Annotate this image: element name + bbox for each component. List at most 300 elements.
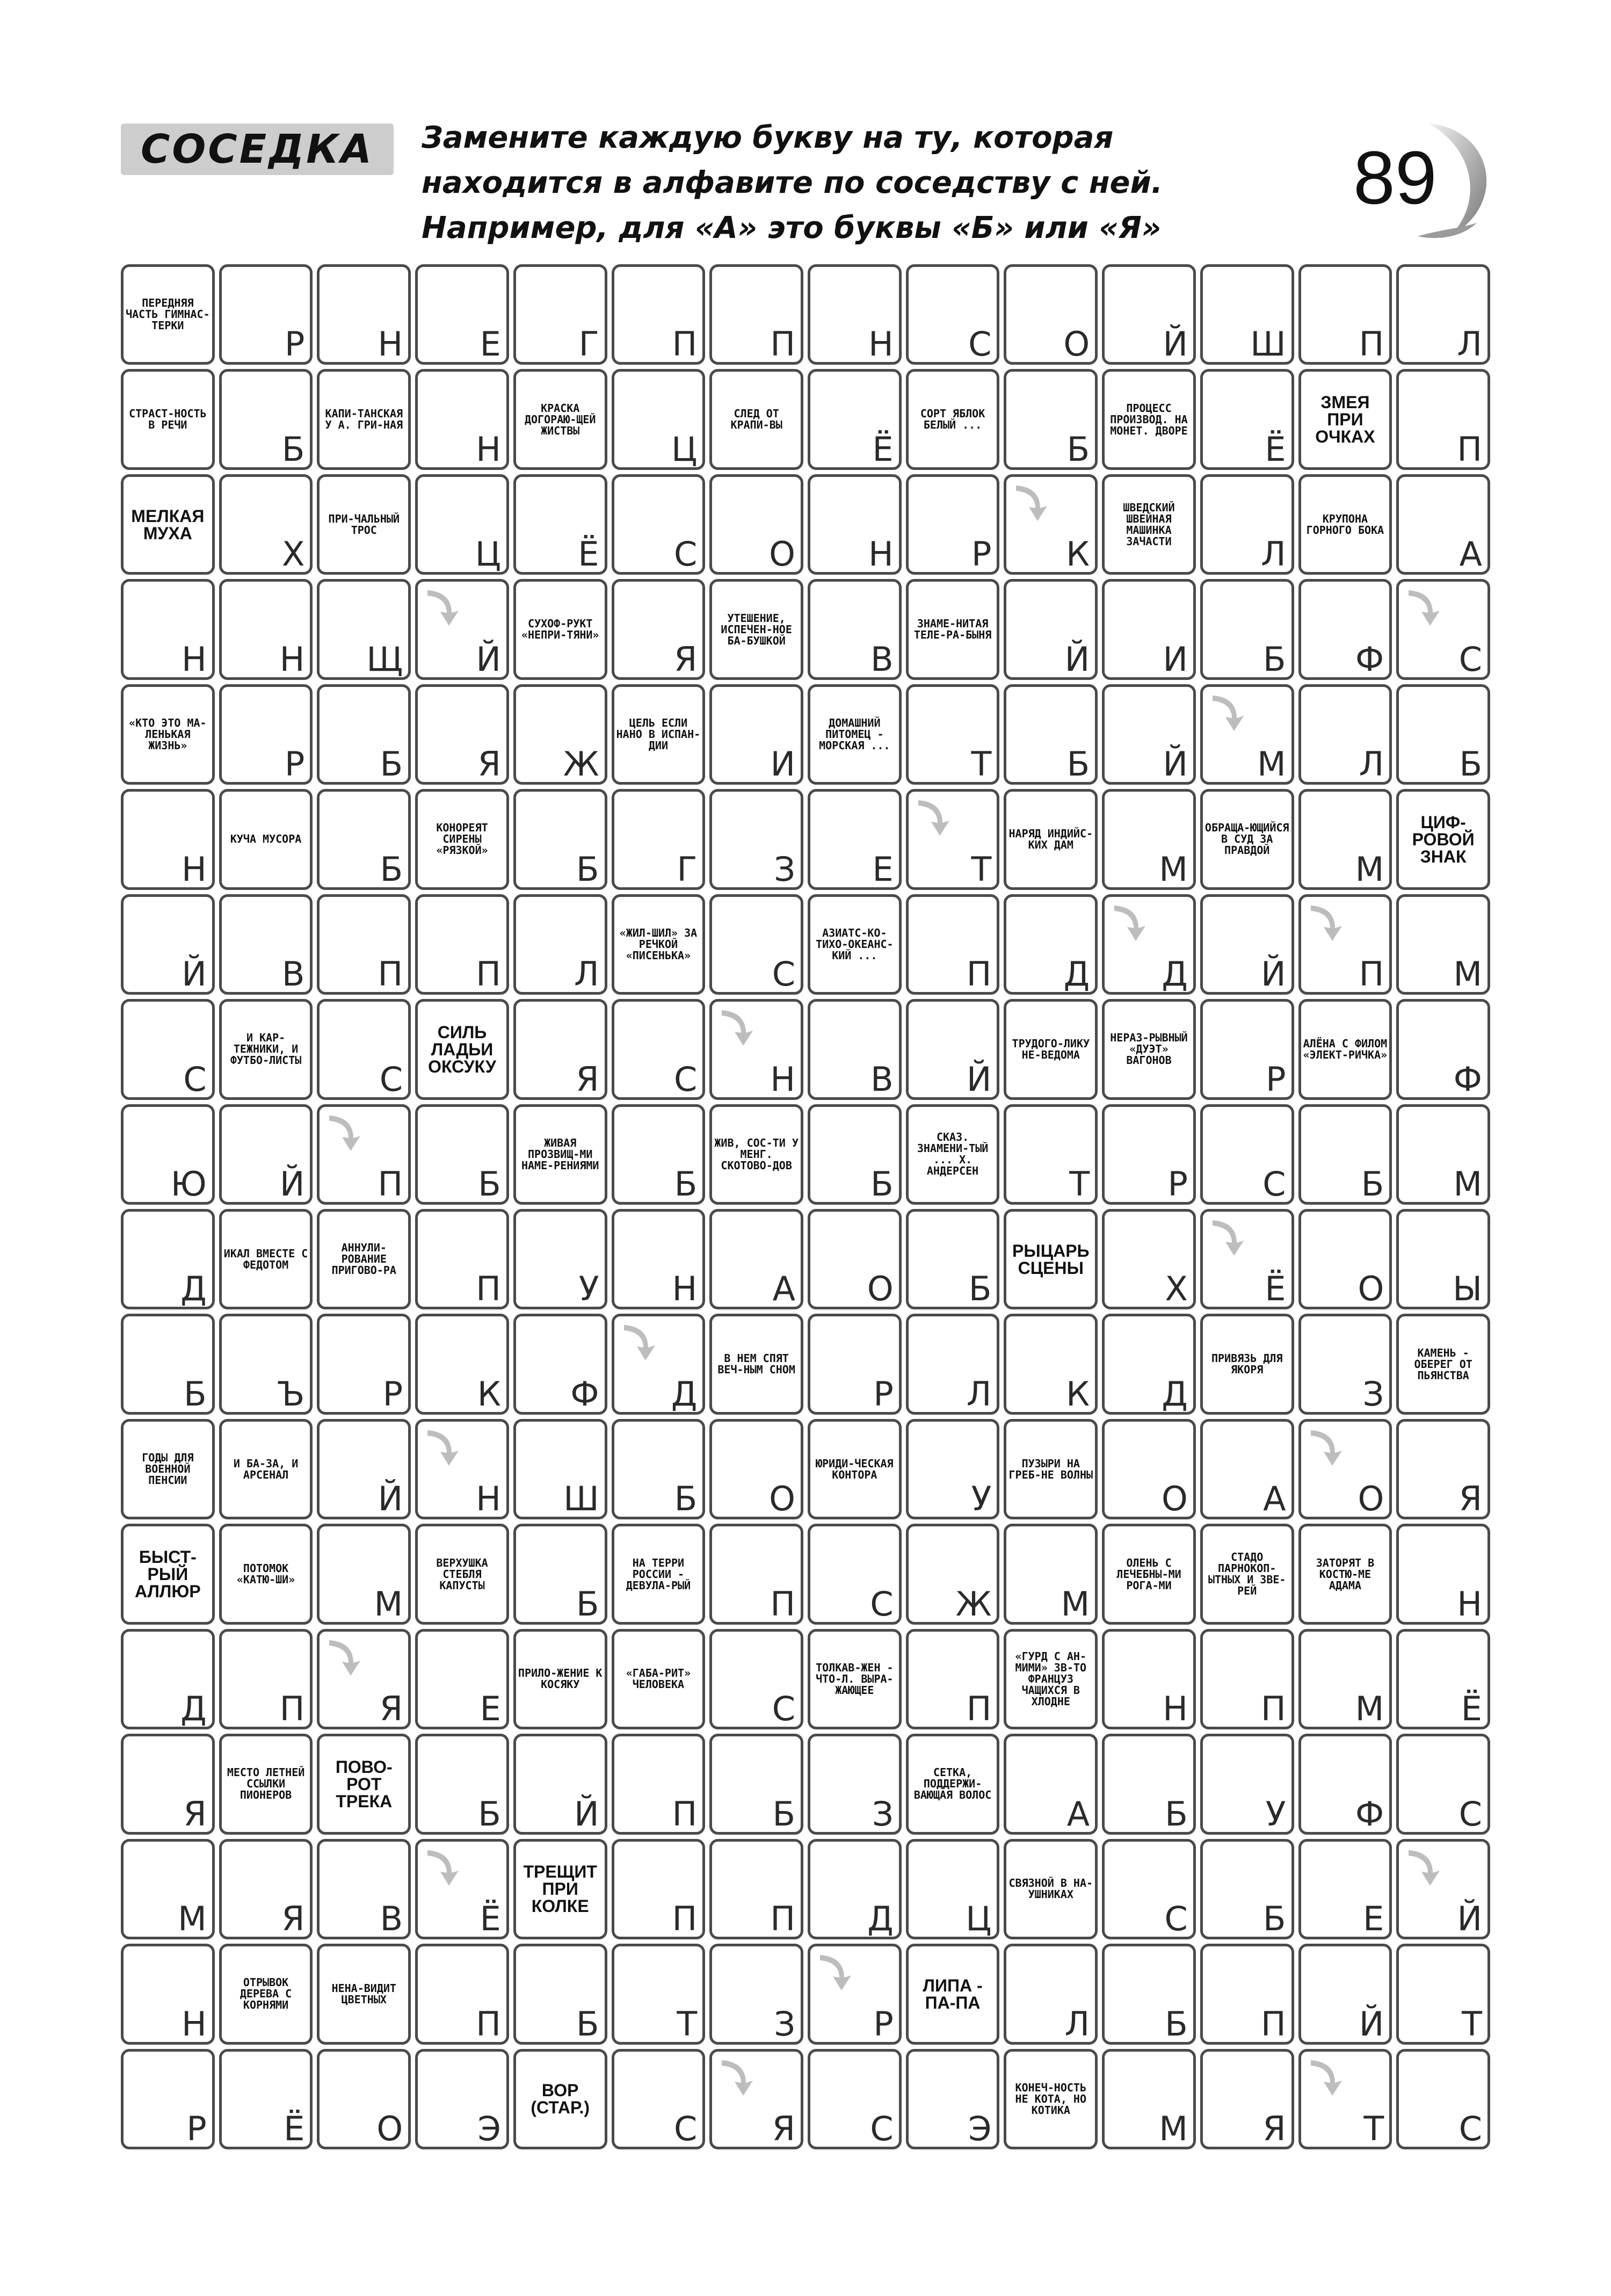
cell-letter: Я <box>674 639 698 679</box>
cell-letter: М <box>1159 2109 1188 2148</box>
clue-text: ГОДЫ ДЛЯ ВОЕННОЙ ПЕНСИИ <box>142 1451 194 1487</box>
clue-text: СВЯЗНОЙ В НА-УШНИКАХ <box>1008 1877 1093 1901</box>
letter-cell <box>612 999 706 1099</box>
clue-text: КАПИ-ТАНСКАЯ У А. ГРИ-НАЯ <box>325 407 403 432</box>
letter-cell <box>1102 1209 1196 1309</box>
cell-letter: Ё <box>872 429 894 469</box>
cell-letter: О <box>376 2109 403 2148</box>
curved-arrow-icon <box>1207 691 1250 734</box>
clue-text: СЛЕД ОТ КРАПИ-ВЫ <box>730 407 782 432</box>
letter-cell <box>808 1944 902 2044</box>
letter-cell <box>317 579 411 679</box>
letter-cell <box>612 1104 706 1205</box>
cell-letter: У <box>1265 1794 1286 1834</box>
cell-letter: Д <box>1063 954 1090 994</box>
letter-cell <box>1298 1209 1392 1309</box>
letter-cell <box>1102 894 1196 995</box>
letter-cell <box>709 1839 803 1939</box>
cell-letter: Н <box>868 534 894 574</box>
cell-letter: Е <box>480 1689 501 1729</box>
clue-text: ЖИВ, СОС-ТИ У МЕНГ. СКОТОВО-ДОВ <box>714 1136 799 1172</box>
letter-cell <box>906 1839 1000 1939</box>
letter-cell <box>1102 2049 1196 2149</box>
letter-cell <box>121 1944 215 2044</box>
clue-cell <box>1102 369 1196 469</box>
cell-letter: Д <box>180 1269 207 1309</box>
cell-letter: К <box>1066 534 1090 574</box>
clue-cell <box>1200 1524 1294 1624</box>
letter-cell <box>1004 1524 1098 1624</box>
cell-letter: М <box>1453 1164 1482 1204</box>
letter-cell <box>709 1944 803 2044</box>
cell-letter: М <box>1453 954 1482 994</box>
cell-letter: Е <box>1363 1899 1384 1939</box>
letter-cell <box>219 1104 313 1205</box>
cell-letter: Г <box>677 849 698 889</box>
cell-letter: Б <box>968 1269 992 1309</box>
cell-letter: Б <box>478 1794 501 1834</box>
cell-letter: С <box>772 1689 795 1729</box>
letter-cell <box>1396 2049 1490 2149</box>
cell-letter: Э <box>968 2109 992 2148</box>
letter-cell <box>1004 474 1098 575</box>
cell-letter: Е <box>480 324 501 364</box>
cell-letter: С <box>870 2109 894 2148</box>
clue-cell <box>513 1104 607 1205</box>
cell-letter: Ц <box>671 429 698 469</box>
cell-letter: Й <box>1261 954 1286 994</box>
clue-text: ПРИВЯЗЬ ДЛЯ ЯКОРЯ <box>1211 1352 1283 1377</box>
cell-letter: П <box>279 1689 305 1729</box>
letter-cell <box>317 1839 411 1939</box>
letter-cell <box>219 1629 313 1729</box>
letter-cell <box>612 369 706 469</box>
letter-cell <box>906 789 1000 889</box>
cell-letter: Ё <box>1265 429 1286 469</box>
clue-cell <box>1298 999 1392 1099</box>
cell-letter: А <box>1263 1479 1286 1519</box>
letter-cell <box>1102 1314 1196 1414</box>
letter-cell <box>1396 1209 1490 1309</box>
cell-letter: А <box>772 1269 795 1309</box>
letter-cell <box>415 1104 509 1205</box>
cell-letter: Н <box>476 1479 501 1519</box>
letter-cell <box>1200 1209 1294 1309</box>
cell-letter: Н <box>868 324 894 364</box>
cell-letter: Й <box>378 1479 403 1519</box>
letter-cell <box>1200 264 1294 365</box>
letter-cell <box>1004 1104 1098 1205</box>
letter-cell <box>1200 1419 1294 1519</box>
curved-arrow-icon <box>324 1636 367 1679</box>
clue-cell <box>709 369 803 469</box>
letter-cell <box>1200 579 1294 679</box>
scanword-grid <box>121 264 1490 2149</box>
clue-text: ТРЕЩИТ ПРИ КОЛКЕ <box>523 1862 597 1916</box>
cell-letter: Т <box>1462 2004 1482 2044</box>
cell-letter: Я <box>1458 1479 1482 1519</box>
letter-cell <box>612 1209 706 1309</box>
letter-cell <box>1102 1419 1196 1519</box>
curved-arrow-icon <box>716 1006 759 1049</box>
cell-letter: Я <box>380 1689 403 1729</box>
clue-text: ЮРИДИ-ЧЕСКАЯ КОНТОРА <box>816 1457 894 1481</box>
letter-cell <box>1200 2049 1294 2149</box>
curved-arrow-icon <box>815 1951 858 1994</box>
letter-cell <box>219 894 313 995</box>
clue-cell <box>219 1734 313 1834</box>
cell-letter: И <box>770 744 795 784</box>
cell-letter: Т <box>971 744 992 784</box>
clue-cell <box>1004 1629 1098 1729</box>
letter-cell <box>808 2049 902 2149</box>
clue-text: ЦЕЛЬ ЕСЛИ НАНО В ИСПАН-ДИИ <box>616 716 701 752</box>
letter-cell <box>612 579 706 679</box>
clue-text: ЗМЕЯ ПРИ ОЧКАХ <box>1315 393 1375 447</box>
curved-arrow-icon <box>1207 1216 1250 1259</box>
letter-cell <box>1396 1524 1490 1624</box>
clue-cell <box>808 1419 902 1519</box>
cell-letter: Й <box>1163 744 1188 784</box>
cell-letter: С <box>673 534 698 574</box>
curved-arrow-icon <box>422 586 465 629</box>
cell-letter: С <box>1262 1164 1286 1204</box>
clue-text: БЫСТ-РЫЙ АЛЛЮР <box>134 1547 201 1602</box>
clue-cell <box>709 1104 803 1205</box>
cell-letter: Ж <box>955 1584 992 1624</box>
clue-text: ДОМАШНИЙ ПИТОМЕЦ - МОРСКАЯ ... <box>819 716 890 752</box>
cell-letter: Н <box>1163 1689 1188 1729</box>
clue-text: УТЕШЕНИЕ, ИСПЕЧЕН-НОЕ БА-БУШКОЙ <box>721 611 792 647</box>
letter-cell <box>1102 1944 1196 2044</box>
cell-letter: Б <box>281 429 305 469</box>
clue-cell <box>1396 789 1490 889</box>
clue-cell <box>1102 999 1196 1099</box>
curved-arrow-icon <box>1011 481 1054 524</box>
letter-cell <box>1396 1734 1490 1834</box>
letter-cell <box>612 474 706 575</box>
cell-letter: Р <box>285 744 305 784</box>
cell-letter: Ф <box>1355 1794 1384 1834</box>
curved-arrow-icon <box>324 1111 367 1154</box>
letter-cell <box>219 369 313 469</box>
cell-letter: М <box>1159 849 1188 889</box>
clue-cell <box>1004 1839 1098 1939</box>
cell-letter: В <box>380 1899 403 1939</box>
letter-cell <box>317 264 411 365</box>
letter-cell <box>808 1734 902 1834</box>
letter-cell <box>415 1209 509 1309</box>
clue-cell <box>219 1209 313 1309</box>
clue-cell <box>1004 1419 1098 1519</box>
cell-letter: К <box>1066 1374 1090 1414</box>
letter-cell <box>709 264 803 365</box>
clue-text: ЦИФ-РОВОЙ ЗНАК <box>1412 812 1475 866</box>
cell-letter: Ы <box>1453 1269 1482 1309</box>
clue-text: ОБРАЩА-ЮЩИЙСЯ В СУД ЗА ПРАВДОЙ <box>1204 821 1289 857</box>
cell-letter: Р <box>285 324 305 364</box>
letter-cell <box>1298 2049 1392 2149</box>
letter-cell <box>317 2049 411 2149</box>
letter-cell <box>808 579 902 679</box>
letter-cell <box>1004 264 1098 365</box>
instruction-line: Например, для «А» это буквы «Б» или «Я» <box>422 211 1162 245</box>
cell-letter: П <box>378 954 403 994</box>
letter-cell <box>121 999 215 1099</box>
letter-cell <box>415 579 509 679</box>
clue-text: ИКАЛ ВМЕСТЕ С ФЕДОТОМ <box>223 1247 308 1271</box>
cell-letter: Я <box>281 1899 305 1939</box>
clue-text: ОЛЕНЬ С ЛЕЧЕБНЫ-МИ РОГА-МИ <box>1116 1556 1181 1592</box>
cell-letter: Н <box>182 849 207 889</box>
cell-letter: Ж <box>563 744 599 784</box>
cell-letter: Н <box>182 2004 207 2044</box>
letter-cell <box>1396 474 1490 575</box>
clue-text: СОРТ ЯБЛОК БЕЛЫЙ ... <box>920 407 985 432</box>
letter-cell <box>219 1314 313 1414</box>
letter-cell <box>709 474 803 575</box>
cell-letter: В <box>870 639 894 679</box>
clue-text: ПОТОМОК «КАТЮ-ШИ» <box>236 1562 295 1587</box>
letter-cell <box>1298 1629 1392 1729</box>
letter-cell <box>513 1524 607 1624</box>
cell-letter: Б <box>1263 639 1286 679</box>
clue-cell <box>513 1839 607 1939</box>
cell-letter: С <box>183 1059 207 1099</box>
letter-cell <box>121 894 215 995</box>
clue-cell <box>906 1944 1000 2044</box>
letter-cell <box>1102 1104 1196 1205</box>
letter-cell <box>513 1734 607 1834</box>
cell-letter: Й <box>182 954 207 994</box>
letter-cell <box>415 1419 509 1519</box>
letter-cell <box>1298 579 1392 679</box>
cell-letter: Т <box>1069 1164 1090 1204</box>
letter-cell <box>219 579 313 679</box>
cell-letter: Г <box>578 324 599 364</box>
clue-text: СИЛЬ ЛАДЬИ ОКСУКУ <box>428 1022 496 1076</box>
clue-text: ЗНАМЕ-НИТАЯ ТЕЛЕ-РА-БЫНЯ <box>913 617 992 642</box>
cell-letter: П <box>770 1899 795 1939</box>
clue-cell <box>317 369 411 469</box>
clue-cell <box>709 579 803 679</box>
clue-text: КОНЕЧ-НОСТЬ НЕ КОТА, НО КОТИКА <box>1015 2081 1086 2117</box>
letter-cell <box>612 1734 706 1834</box>
cell-letter: Н <box>279 639 305 679</box>
cell-letter: О <box>1358 1269 1384 1309</box>
page-number: 89 <box>1353 135 1437 220</box>
cell-letter: Л <box>1260 534 1286 574</box>
clue-cell <box>1298 369 1392 469</box>
cell-letter: О <box>769 1479 795 1519</box>
cell-letter: Й <box>574 1794 599 1834</box>
cell-letter: З <box>872 1794 894 1834</box>
letter-cell <box>1004 369 1098 469</box>
cell-letter: Я <box>477 744 501 784</box>
cell-letter: Й <box>1163 324 1188 364</box>
cell-letter: Л <box>1359 744 1384 784</box>
letter-cell <box>317 1419 411 1519</box>
cell-letter: О <box>1162 1479 1188 1519</box>
letter-cell <box>1004 1944 1098 2044</box>
letter-cell <box>1200 684 1294 785</box>
clue-text: ПЕРЕДНЯЯ ЧАСТЬ ГИМНАС-ТЕРКИ <box>126 296 210 332</box>
cell-letter: Д <box>1162 1374 1188 1414</box>
cell-letter: Ю <box>170 1164 207 1204</box>
letter-cell <box>1396 369 1490 469</box>
clue-cell <box>121 474 215 575</box>
cell-letter: З <box>1362 1374 1384 1414</box>
cell-letter: Р <box>382 1374 403 1414</box>
cell-letter: Д <box>867 1899 894 1939</box>
cell-letter: К <box>477 1374 501 1414</box>
letter-cell <box>513 894 607 995</box>
letter-cell <box>808 264 902 365</box>
letter-cell <box>121 2049 215 2149</box>
letter-cell <box>219 684 313 785</box>
instruction-line: Замените каждую букву на ту, которая <box>422 120 1114 155</box>
letter-cell <box>709 999 803 1099</box>
clue-text: ВОР (СТАР.) <box>531 2081 590 2118</box>
cell-letter: В <box>281 954 305 994</box>
cell-letter: С <box>772 954 795 994</box>
clue-cell <box>1004 1209 1098 1309</box>
clue-cell <box>513 1629 607 1729</box>
letter-cell <box>1200 1104 1294 1205</box>
cell-letter: О <box>769 534 795 574</box>
letter-cell <box>906 1209 1000 1309</box>
cell-letter: М <box>374 1584 403 1624</box>
letter-cell <box>121 789 215 889</box>
letter-cell <box>612 1314 706 1414</box>
letter-cell <box>1396 579 1490 679</box>
cell-letter: Й <box>1457 1899 1482 1939</box>
letter-cell <box>513 1314 607 1414</box>
letter-cell <box>808 789 902 889</box>
letter-cell <box>513 474 607 575</box>
clue-cell <box>1102 1524 1196 1624</box>
clue-text: ВЕРХУШКА СТЕБЛЯ КАПУСТЫ <box>436 1556 488 1592</box>
curved-arrow-icon <box>422 1426 465 1469</box>
letter-cell <box>612 1839 706 1939</box>
letter-cell <box>317 894 411 995</box>
letter-cell <box>906 684 1000 785</box>
clue-cell <box>415 1524 509 1624</box>
cell-letter: Л <box>966 1374 992 1414</box>
cell-letter: Л <box>1457 324 1482 364</box>
cell-letter: У <box>971 1479 992 1519</box>
clue-text: НЕРАЗ-РЫВНЫЙ «ДУЭТ» ВАГОНОВ <box>1110 1031 1188 1067</box>
letter-cell <box>1200 1629 1294 1729</box>
clue-text: ШВЕДСКИЙ ШВЕЙНАЯ МАШИНКА ЗАЧАСТИ <box>1123 501 1175 548</box>
clue-text: «ЖИЛ-ШИЛ» ЗА РЕЧКОЙ «ПИСЕНЬКА» <box>619 926 698 962</box>
letter-cell <box>808 1524 902 1624</box>
clue-cell <box>1298 1524 1392 1624</box>
cell-letter: Я <box>183 1794 207 1834</box>
cell-letter: Д <box>1162 954 1188 994</box>
cell-letter: Б <box>576 2004 599 2044</box>
clue-cell <box>219 999 313 1099</box>
letter-cell <box>709 1524 803 1624</box>
letter-cell <box>906 894 1000 995</box>
letter-cell <box>1298 1839 1392 1939</box>
clue-text: И КАР-ТЕЖНИКИ, И ФУТБО-ЛИСТЫ <box>230 1031 302 1067</box>
letter-cell <box>1004 579 1098 679</box>
cell-letter: П <box>770 1584 795 1624</box>
cell-letter: П <box>476 2004 501 2044</box>
cell-letter: Т <box>1363 2109 1384 2148</box>
clue-text: В НЕМ СПЯТ ВЕЧ-НЫМ СНОМ <box>717 1352 795 1377</box>
cell-letter: С <box>1458 639 1482 679</box>
clue-text: СТРАСТ-НОСТЬ В РЕЧИ <box>129 407 207 432</box>
curved-arrow-icon <box>422 1846 465 1889</box>
cell-letter: Б <box>1066 429 1090 469</box>
letter-cell <box>1102 789 1196 889</box>
letter-cell <box>513 264 607 365</box>
cell-letter: Р <box>873 2004 894 2044</box>
letter-cell <box>906 1629 1000 1729</box>
clue-cell <box>1396 1314 1490 1414</box>
letter-cell <box>513 1419 607 1519</box>
letter-cell <box>317 1104 411 1205</box>
letter-cell <box>513 999 607 1099</box>
clue-cell <box>808 684 902 785</box>
clue-cell <box>612 894 706 995</box>
clue-text: «ГАБА-РИТ» ЧЕЛОВЕКА <box>626 1667 691 1691</box>
cell-letter: Ф <box>1355 639 1384 679</box>
clue-cell <box>1200 789 1294 889</box>
clue-cell <box>1200 1314 1294 1414</box>
clue-text: ЖИВАЯ ПРОЗВИЩ-МИ НАМЕ-РЕНИЯМИ <box>521 1136 599 1172</box>
cell-letter: Х <box>281 534 305 574</box>
cell-letter: Я <box>772 2109 795 2148</box>
clue-cell <box>906 579 1000 679</box>
letter-cell <box>1200 369 1294 469</box>
cell-letter: А <box>1066 1794 1090 1834</box>
clue-cell <box>906 1734 1000 1834</box>
cell-letter: Т <box>971 849 992 889</box>
cell-letter: Ъ <box>277 1374 305 1414</box>
letter-cell <box>1298 1104 1392 1205</box>
letter-cell <box>1396 1944 1490 2044</box>
letter-cell <box>906 1419 1000 1519</box>
clue-text: И БА-ЗА, И АРСЕНАЛ <box>233 1457 299 1481</box>
clue-cell <box>415 999 509 1099</box>
letter-cell <box>1200 1839 1294 1939</box>
letter-cell <box>1396 1839 1490 1939</box>
cell-letter: Б <box>576 849 599 889</box>
clue-text: ЗАТОРЯТ В КОСТЮ-МЕ АДАМА <box>1316 1556 1375 1592</box>
cell-letter: П <box>476 1269 501 1309</box>
cell-letter: Щ <box>366 639 403 679</box>
cell-letter: Ё <box>578 534 599 574</box>
cell-letter: Р <box>186 2109 207 2148</box>
clue-text: НАРЯД ИНДИЙС-КИХ ДАМ <box>1008 827 1093 851</box>
cell-letter: П <box>966 1689 992 1729</box>
page-number-badge <box>1337 113 1514 252</box>
clue-text: ПРОЦЕСС ПРОИЗВОД. НА МОНЕТ. ДВОРЕ <box>1110 401 1188 437</box>
letter-cell <box>906 474 1000 575</box>
cell-letter: П <box>672 1794 698 1834</box>
curved-arrow-icon <box>1403 586 1446 629</box>
letter-cell <box>121 1734 215 1834</box>
clue-cell <box>317 474 411 575</box>
letter-cell <box>513 789 607 889</box>
cell-letter: Ц <box>966 1899 992 1939</box>
cell-letter: Б <box>1165 2004 1188 2044</box>
cell-letter: П <box>672 324 698 364</box>
cell-letter: Н <box>1457 1584 1482 1624</box>
